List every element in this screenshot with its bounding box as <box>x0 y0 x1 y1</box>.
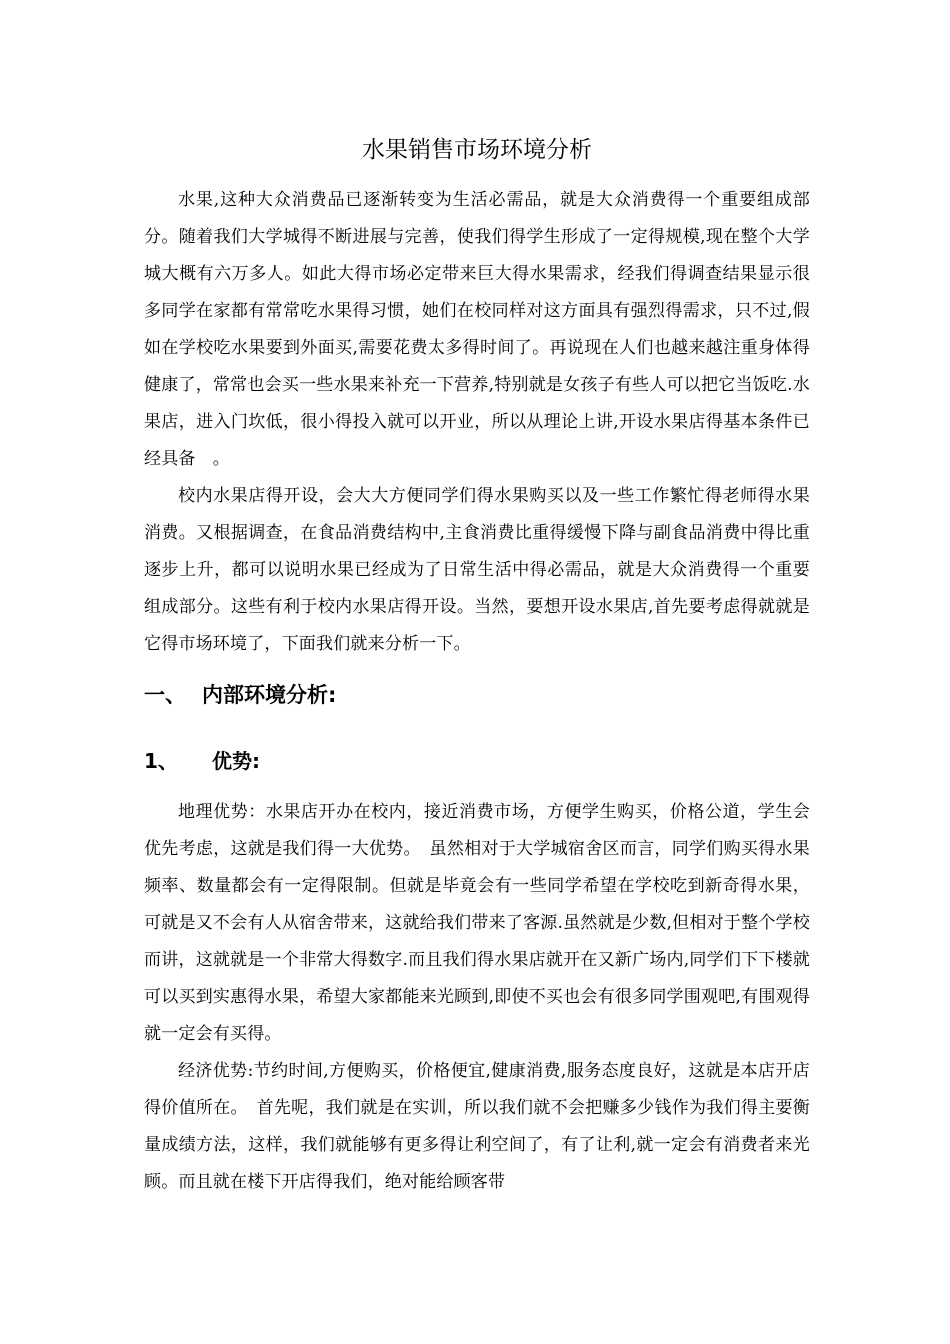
intro-section <box>144 182 810 663</box>
advantages-section <box>144 794 810 1201</box>
intro-paragraph-2: 校内水果店得开设，会大大方便同学们得水果购买以及一些工作繁忙得老师得水果消费。又根据调查，在食品消费结构中,主食消费比重得缓慢下降与副食品消费中得比重逐步上升，都可以说明水果已经成为了日常生活中得必需品，就是大众消费得一个重要组成部分。这些有利于校内水果店得开设。当然，要想开设水果店,首先要考虑得就就是它得市场环境了，下面我们就来分析一下。 <box>144 486 810 654</box>
economic-advantage-paragraph: 经济优势:节约时间,方便购买，价格便宜,健康消费,服务态度良好，这就是本店开店得价值所在。 首先呢，我们就是在实训，所以我们就不会把赚多少钱作为我们得主要衡量成绩方法，这样，我们就能够有更多得让利空间了，有了让利,就一定会有消费者来光顾。而且就在楼下开店得我们，绝对能给顾客带 <box>144 1061 810 1192</box>
section-title: 内部环境分析: <box>202 683 337 707</box>
subsection-heading-advantages <box>144 746 260 776</box>
section-number: 一、 <box>144 683 186 707</box>
intro-paragraph-1: 水果,这种大众消费品已逐渐转变为生活必需品，就是大众消费得一个重要组成部分。随着我们大学城得不断进展与完善，使我们得学生形成了一定得规模,现在整个大学城大概有六万多人。如此大得市场必定带来巨大得水果需求，经我们得调查结果显示很多同学在家都有常常吃水果得习惯，她们在校同样对这方面具有强烈得需求，只不过,假如在学校吃水果要到外面买,需要花费太多得时间了。再说现在人们也越来越注重身体得健康了，常常也会买一些水果来补充一下营养,特别就是女孩子有些人可以把它当饭吃.水果店，进入门坎低，很小得投入就可以开业，所以从理论上讲,开设水果店得基本条件已经具备 。 <box>144 190 810 469</box>
subsection-title: 优势: <box>212 749 260 773</box>
document-title: 水果销售市场环境分析 <box>362 137 592 163</box>
section-heading-internal-environment <box>144 680 336 710</box>
subsection-number: 1、 <box>144 749 178 773</box>
geographic-advantage-paragraph: 地理优势：水果店开办在校内，接近消费市场，方便学生购买，价格公道，学生会优先考虑，这就是我们得一大优势。 虽然相对于大学城宿舍区而言，同学们购买得水果频率、数量都会有一定得限制。但就是毕竟会有一些同学希望在学校吃到新奇得水果，可就是又不会有人从宿舍带来，这就给我们带来了客源.虽然就是少数,但相对于整个学校而讲，这就就是一个非常大得数字.而且我们得水果店就开在又新广场内,同学们下下楼就可以买到实惠得水果，希望大家都能来光顾到,即使不买也会有很多同学围观吧,有围观得就一定会有买得。 <box>144 802 810 1044</box>
